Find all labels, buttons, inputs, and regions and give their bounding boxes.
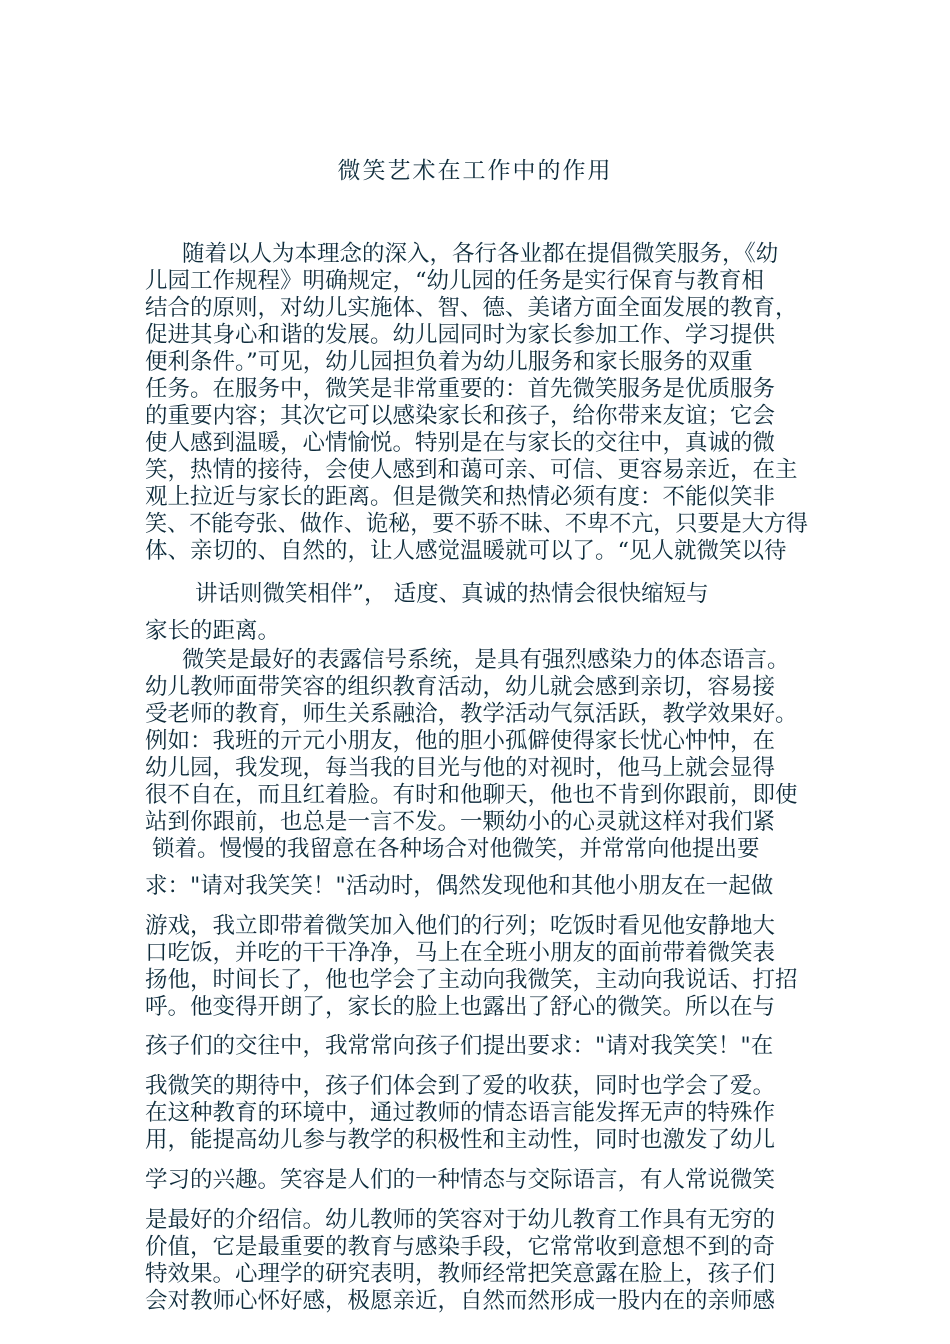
body-text-line: 结合的原则，对幼儿实施体、智、德、美诸方面全面发展的教育， [145,295,798,321]
body-text-line: 讲话则微笑相伴”， 适度、真诚的热情会很快缩短与 [195,581,709,607]
body-text-line: 口吃饭，并吃的干干净净，马上在全班小朋友的面前带着微笑表 [145,940,776,966]
body-text-line: 站到你跟前，也总是一言不发。一颗幼小的心灵就这样对我们紧 [145,809,776,835]
body-text-line: 儿园工作规程》明确规定，“幼儿园的任务是实行保育与教育相 [145,268,765,294]
body-text-line: 很不自在，而且红着脸。有时和他聊天，他也不肯到你跟前，即使 [145,782,798,808]
body-text-line: 用，能提高幼儿参与教学的积极性和主动性，同时也激发了幼儿 [145,1127,776,1153]
body-text-line: 学习的兴趣。笑容是人们的一种情态与交际语言，有人常说微笑 [145,1167,776,1193]
body-text-line: 游戏，我立即带着微笑加入他们的行列；吃饭时看见他安静地大 [145,913,776,939]
body-text-line: 锁着。慢慢的我留意在各种场合对他微笑，并常常向他提出要 [152,836,760,862]
body-text-line: 随着以人为本理念的深入，各行各业都在提倡微笑服务，《幼 [182,241,779,267]
body-text-line: 笑、不能夸张、做作、诡秘，要不骄不昧、不卑不亢，只要是大方得 [145,511,809,537]
body-text-line: 体、亲切的、自然的，让人感觉温暖就可以了。“见人就微笑以待 [145,538,787,564]
body-text-line: 幼儿园，我发现，每当我的目光与他的对视时，他马上就会显得 [145,755,776,781]
body-text-line: 家长的距离。 [145,618,281,644]
body-text-line: 使人感到温暖，心情愉悦。特别是在与家长的交往中，真诚的微 [145,430,776,456]
body-text-line: 观上拉近与家长的距离。但是微笑和热情必须有度：不能似笑非 [145,484,776,510]
body-text-line: 是最好的介绍信。幼儿教师的笑容对于幼儿教育工作具有无穷的 [145,1207,776,1233]
body-text-line: 我微笑的期待中，孩子们体会到了爱的收获，同时也学会了爱。 [145,1073,776,1099]
body-text-line: 呼。他变得开朗了，家长的脸上也露出了舒心的微笑。所以在与 [145,994,776,1020]
body-text-line: 例如：我班的亓元小朋友，他的胆小孤僻使得家长忧心忡忡，在 [145,728,776,754]
body-text-line: 孩子们的交往中，我常常向孩子们提出要求："请对我笑笑！"在 [145,1033,774,1059]
body-text-line: 在这种教育的环境中，通过教师的情态语言能发挥无声的特殊作 [145,1100,776,1126]
body-text-line: 求："请对我笑笑！"活动时，偶然发现他和其他小朋友在一起做 [145,873,774,899]
body-text-line: 的重要内容；其次它可以感染家长和孩子，给你带来友谊；它会 [145,403,776,429]
page-title: 微笑艺术在工作中的作用 [337,158,613,184]
body-text-line: 幼儿教师面带笑容的组织教育活动，幼儿就会感到亲切，容易接 [145,674,776,700]
body-text-line: 扬他，时间长了，他也学会了主动向我微笑，主动向我说话、打招 [145,967,798,993]
body-text-line: 任务。在服务中，微笑是非常重要的：首先微笑服务是优质服务 [145,376,776,402]
body-text-line: 便利条件。”可见，幼儿园担负着为幼儿服务和家长服务的双重 [145,349,753,375]
body-text-line: 促进其身心和谐的发展。幼儿园同时为家长参加工作、学习提供 [145,322,776,348]
body-text-line: 微笑是最好的表露信号系统，是具有强烈感染力的体态语言。 [182,647,790,673]
body-text-line: 价值，它是最重要的教育与感染手段，它常常收到意想不到的奇 [145,1234,776,1260]
body-text-line: 笑，热情的接待，会使人感到和蔼可亲、可信、更容易亲近，在主 [145,457,798,483]
body-text-line: 特效果。心理学的研究表明，教师经常把笑意露在脸上，孩子们 [145,1261,776,1287]
body-text-line: 受老师的教育，师生关系融洽，教学活动气氛活跃，教学效果好。 [145,701,798,727]
body-text-line: 会对教师心怀好感，极愿亲近，自然而然形成一股内在的亲师感 [145,1288,776,1314]
